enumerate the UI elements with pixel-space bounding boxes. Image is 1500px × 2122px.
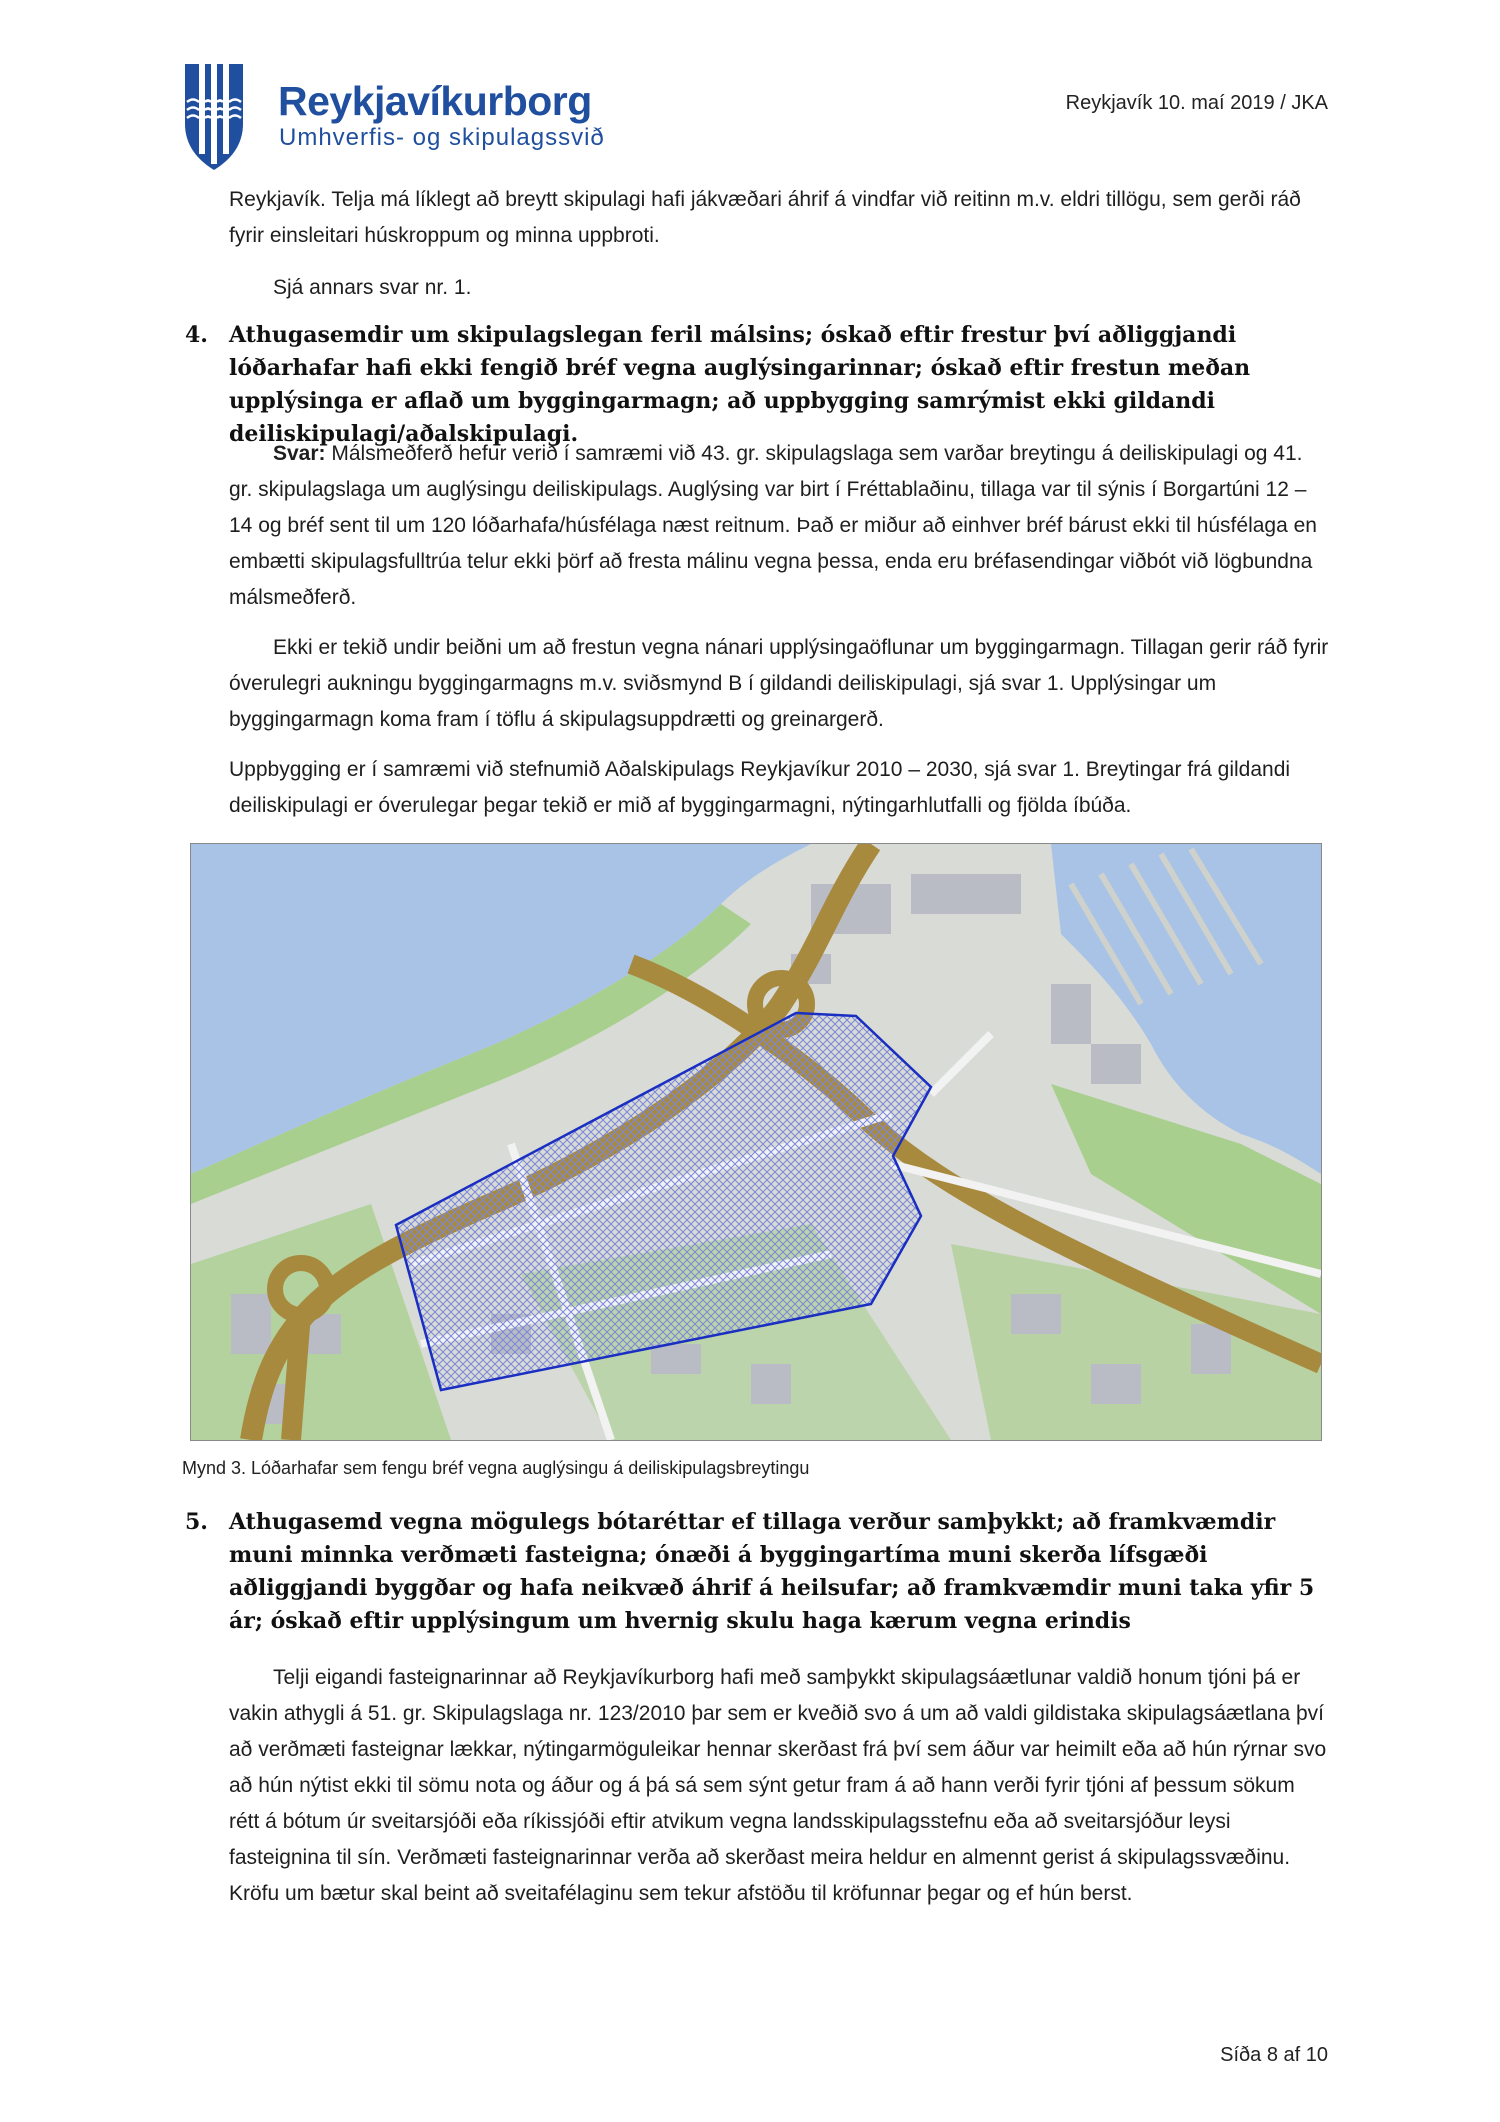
section-4-number: 4. bbox=[185, 322, 208, 348]
section-4-heading: Athugasemdir um skipulagslegan feril málsins; óskað eftir frestur því aðliggjandi lóðarhafar hafi ekki fengið bréf vegna auglýsingarinnar; óskað eftir frestun meðan upplýsinga er aflað um byggingarmagn; að uppbygging samrýmist ekki gildandi deiliskipulagi/aðalskipulagi. bbox=[229, 322, 1251, 447]
intro-see-answer: Sjá annars svar nr. 1. bbox=[273, 276, 472, 299]
section-4-answer bbox=[229, 436, 1329, 616]
notification-area-map bbox=[190, 843, 1322, 1441]
department-name: Umhverfis- og skipulagssvið bbox=[279, 124, 605, 151]
intro-paragraph: Reykjavík. Telja má líklegt að breytt skipulagi hafi jákvæðari áhrif á vindfar við reitinn m.v. eldri tillögu, sem gerði ráð fyrir einsleitari húskroppum og minna uppbroti. bbox=[229, 188, 1301, 247]
section-5-paragraph: Telji eigandi fasteignarinnar að Reykjavíkurborg hafi með samþykkt skipulagsáætlunar valdið honum tjóni þá er vakin athygli á 51. gr. Skipulagslaga nr. 123/2010 þar sem er kveðið svo á um að valdi gildistaka skipulagsáætlana því að verðmæti fasteignar lækkar, nýtingarmöguleikar hennar skerðast frá því sem áður var heimilt eða að hún rýrnar svo að hún nýtist ekki til sömu nota og áður og á þá sá sem sýnt getur fram á að hann verði fyrir tjóni af þessum sökum rétt á bótum úr sveitarsjóði eða ríkissjóði eftir atvikum vegna landsskipulagsstefnu eða að sveitarsjóður leysi fasteignina til sín. Verðmæti fasteignarinnar verða að skerðast meira heldur en almennt gerist á skipulagssvæðinu. Kröfu um bætur skal beint að sveitafélaginu sem tekur afstöðu til kröfunnar þegar og ef hún berst. bbox=[229, 1666, 1327, 1905]
map-graphic bbox=[191, 844, 1321, 1440]
answer-label: Svar: bbox=[273, 442, 326, 465]
reykjavik-shield-logo-icon bbox=[183, 62, 245, 172]
section-4-paragraph-3: Uppbygging er í samræmi við stefnumið Aðalskipulags Reykjavíkur 2010 – 2030, sjá svar 1. Breytingar frá gildandi deiliskipulagi er óverulegar þegar tekið er mið af byggingarmagni, nýtingarhlutfalli og fjölda íbúða. bbox=[229, 758, 1291, 817]
section-5-number: 5. bbox=[185, 1509, 208, 1535]
header-date-reference: Reykjavík 10. maí 2019 / JKA bbox=[1065, 92, 1328, 114]
page-number: Síða 8 af 10 bbox=[1220, 2044, 1328, 2066]
figure-caption: Mynd 3. Lóðarhafar sem fengu bréf vegna auglýsingu á deiliskipulagsbreytingu bbox=[182, 1458, 810, 1478]
section-5-heading: Athugasemd vegna mögulegs bótaréttar ef tillaga verður samþykkt; að framkvæmdir muni minnka verðmæti fasteigna; ónæði á byggingartíma muni skerða lífsgæði aðliggjandi byggðar og hafa neikvæð áhrif á heilsufar; að framkvæmdir muni taka yfir 5 ár; óskað eftir upplýsingum um hvernig skulu haga kærum vegna erindis bbox=[229, 1509, 1315, 1634]
answer-text: Málsmeðferð hefur verið í samræmi við 43. gr. skipulagslaga sem varðar breytingu á deiliskipulagi og 41. gr. skipulagslaga um auglýsingu deiliskipulags. Auglýsing var birt í Fréttablaðinu, tillaga var til sýnis í Borgartúni 12 – 14 og bréf sent til um 120 lóðarhafa/húsfélaga næst reitnum. Það er miður að einhver bréf bárust ekki til húsfélaga en embætti skipulagsfulltrúa telur ekki þörf að fresta málinu vegna þessa, enda eru bréfasendingar viðbót við lögbundna málsmeðferð. bbox=[229, 442, 1317, 609]
org-name: Reykjavíkurborg bbox=[278, 78, 592, 124]
section-4-paragraph-2: Ekki er tekið undir beiðni um að frestun vegna nánari upplýsingaöflunar um byggingarmagn. Tillagan gerir ráð fyrir óverulegri aukningu byggingarmagns m.v. sviðsmynd B í gildandi deiliskipulagi, sjá svar 1. Upplýsingar um byggingarmagn koma fram í töflu á skipulagsuppdrætti og greinargerð. bbox=[229, 636, 1329, 731]
